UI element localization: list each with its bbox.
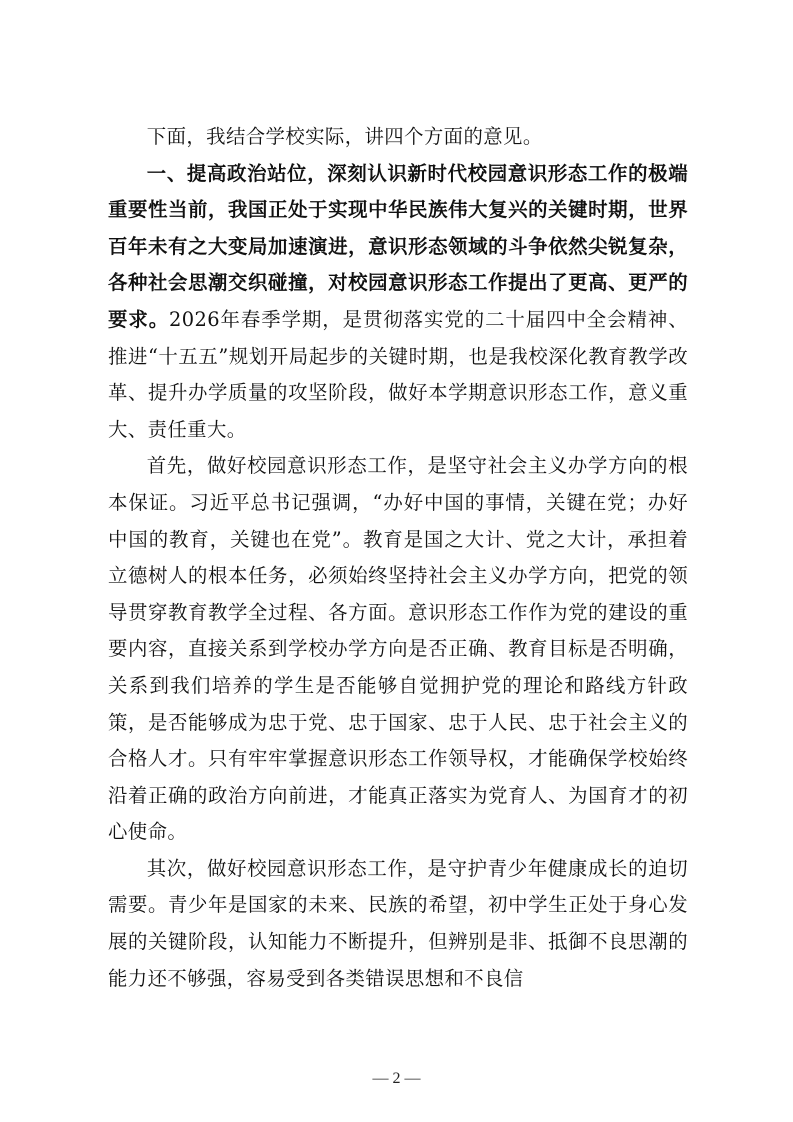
section-body: 2026年春季学期，是贯彻落实党的二十届四中全会精神、推进“十五五”规划开局起步的关键时期，也是我校深化教育教学改革、提升办学质量的攻坚阶段，做好本学期意识形态工作，意义重大、责任重大。: [108, 307, 688, 441]
paragraph-intro: 下面，我结合学校实际，讲四个方面的意见。: [146, 125, 543, 148]
page-number: — 2 —: [372, 1070, 421, 1087]
section-heading-body: 当前，我国正处于实现中华民族伟大复兴的关键时期，世界百年未有之大变局加速演进，意识形态领域的斗争依然尖锐复杂，各种社会思潮交织碰撞，对校园意识形态工作提出了更高、更严的要求。: [108, 198, 688, 331]
section-heading: 一、提高政治站位，深刻认识新时代校园意识形态工作的极端重要性: [108, 161, 688, 222]
paragraph-first: 首先，做好校园意识形态工作，是坚守社会主义办学方向的根本保证。习近平总书记强调，“办好中国的事情，关键在党；办好中国的教育，关键也在党”。教育是国之大计、党之大计，承担着立德树人的根本任务，必须始终坚持社会主义办学方向，把党的领导贯穿教育教学全过程、各方面。意识形态工作作为党的建设的重要内容，直接关系到学校办学方向是否正确、教育目标是否明确，关系到我们培养的学生是否能够自觉拥护党的理论和路线方针政策，是否能够成为忠于党、忠于国家、忠于人民、忠于社会主义的合格人才。只有牢牢掌握意识形态工作领导权，才能确保学校始终沿着正确的政治方向前进，才能真正落实为党育人、为国育才的初心使命。: [108, 454, 688, 844]
document-body: [108, 119, 688, 997]
paragraph-section-1: [108, 156, 688, 449]
paragraph-second: 其次，做好校园意识形态工作，是守护青少年健康成长的迫切需要。青少年是国家的未来、民族的希望，初中学生正处于身心发展的关键阶段，认知能力不断提升，但辨别是非、抵御不良思潮的能力还不够强，容易受到各类错误思想和不良信: [108, 856, 688, 990]
